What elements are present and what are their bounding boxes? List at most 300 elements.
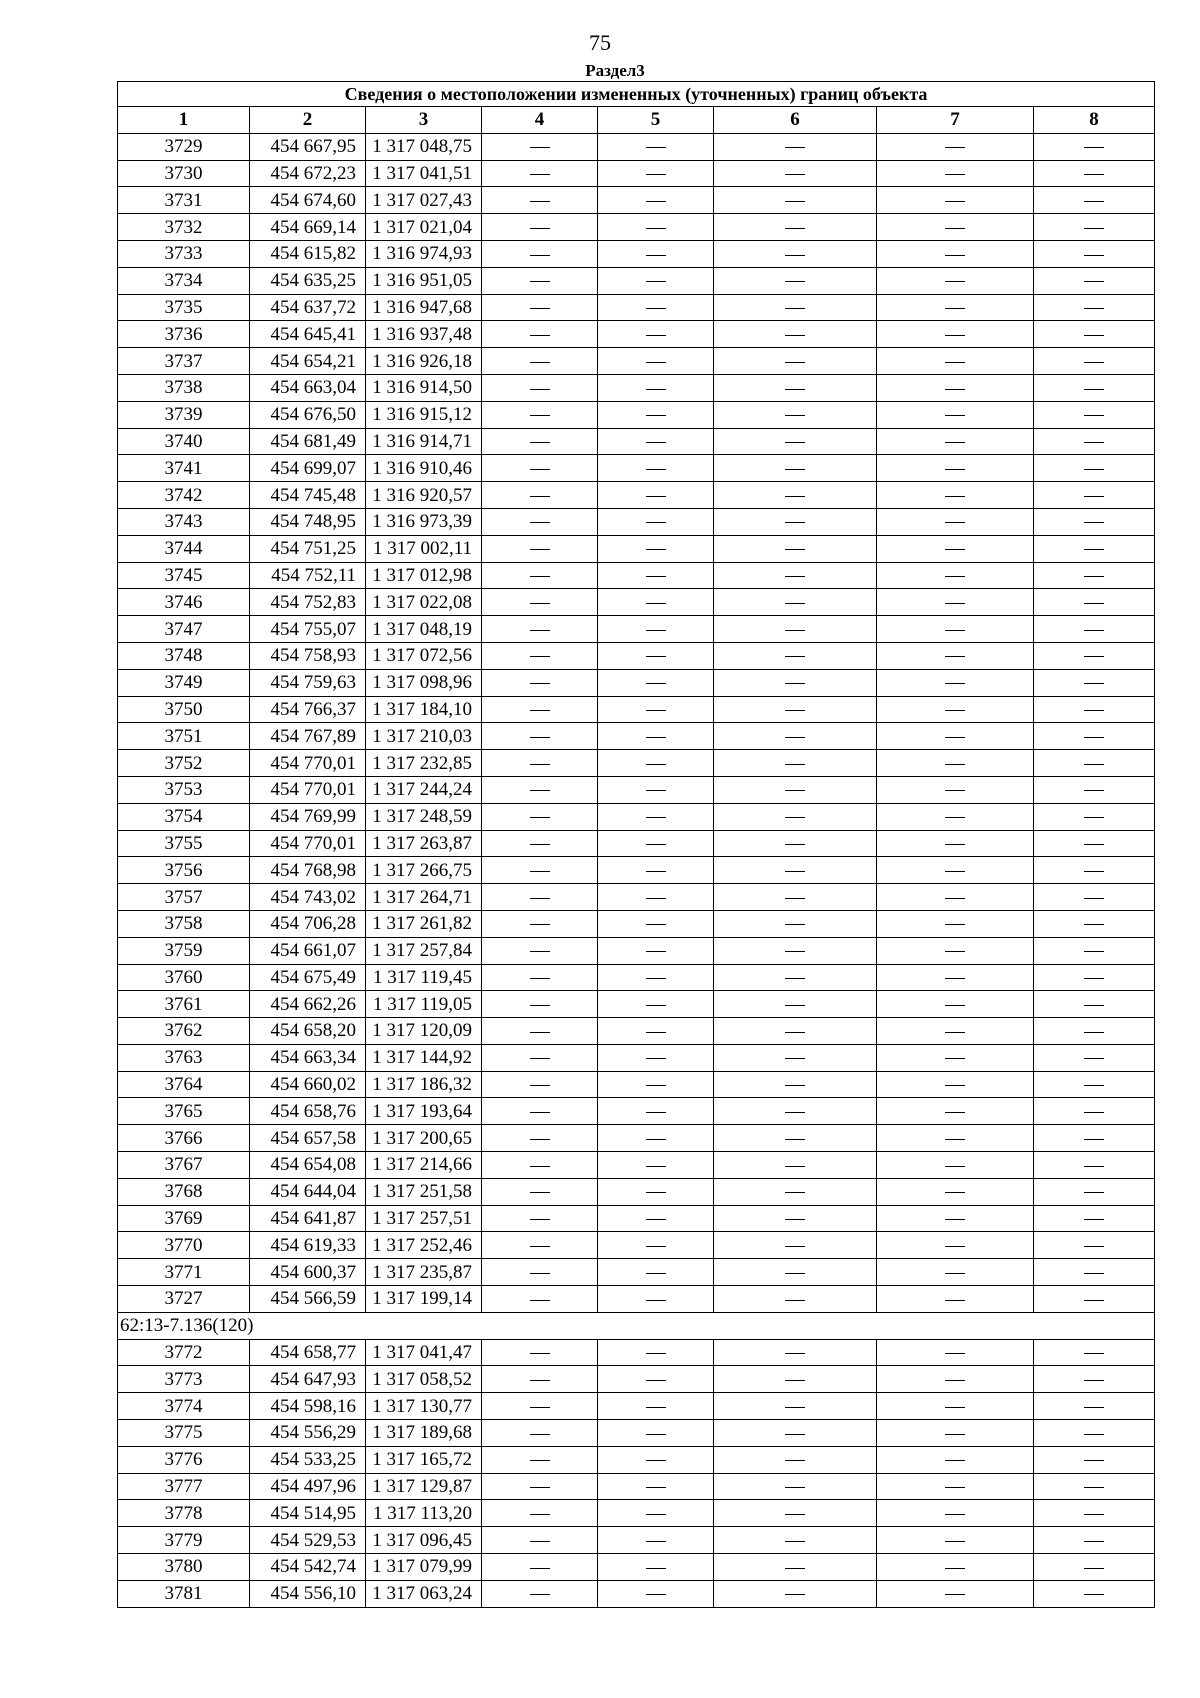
dash-mark: [945, 1273, 965, 1274]
dash-mark: [1084, 898, 1104, 899]
x-coordinate-cell: 454 660,02: [250, 1071, 366, 1098]
empty-value-cell: [482, 455, 598, 482]
empty-value-cell: [877, 669, 1034, 696]
point-number-cell: 3753: [118, 776, 250, 803]
point-number-cell: 3774: [118, 1393, 250, 1420]
empty-value-cell: [1034, 1446, 1155, 1473]
dash-mark: [945, 415, 965, 416]
empty-value-cell: [598, 750, 714, 777]
empty-value-cell: [598, 1125, 714, 1152]
dash-mark: [1084, 362, 1104, 363]
empty-value-cell: [598, 348, 714, 375]
dash-mark: [945, 764, 965, 765]
dash-mark: [646, 549, 666, 550]
empty-value-cell: [877, 964, 1034, 991]
y-coordinate-cell: 1 317 235,87: [366, 1259, 482, 1286]
dash-mark: [945, 1192, 965, 1193]
dash-mark: [530, 951, 550, 952]
dash-mark: [785, 978, 805, 979]
empty-value-cell: [1034, 1473, 1155, 1500]
y-coordinate-cell: 1 317 119,45: [366, 964, 482, 991]
point-number-cell: 3750: [118, 696, 250, 723]
table-row: [118, 1393, 1155, 1420]
empty-value-cell: [482, 240, 598, 267]
dash-mark: [530, 147, 550, 148]
empty-value-cell: [1034, 1125, 1155, 1152]
dash-mark: [530, 1166, 550, 1167]
dash-mark: [530, 710, 550, 711]
empty-value-cell: [598, 1178, 714, 1205]
x-coordinate-cell: 454 699,07: [250, 455, 366, 482]
dash-mark: [530, 522, 550, 523]
dash-mark: [646, 1166, 666, 1167]
empty-value-cell: [482, 696, 598, 723]
empty-value-cell: [1034, 857, 1155, 884]
point-number-cell: 3737: [118, 348, 250, 375]
point-number-cell: 3751: [118, 723, 250, 750]
empty-value-cell: [598, 991, 714, 1018]
x-coordinate-cell: 454 706,28: [250, 910, 366, 937]
empty-value-cell: [877, 401, 1034, 428]
empty-value-cell: [877, 1044, 1034, 1071]
table-row: [118, 1232, 1155, 1259]
dash-mark: [785, 1487, 805, 1488]
empty-value-cell: [1034, 776, 1155, 803]
empty-value-cell: [1034, 830, 1155, 857]
column-header: 5: [598, 107, 714, 134]
dash-mark: [530, 415, 550, 416]
empty-value-cell: [877, 1554, 1034, 1581]
dash-mark: [1084, 469, 1104, 470]
empty-value-cell: [598, 428, 714, 455]
y-coordinate-cell: 1 316 947,68: [366, 294, 482, 321]
dash-mark: [945, 1434, 965, 1435]
table-row: [118, 508, 1155, 535]
empty-value-cell: [714, 669, 877, 696]
dash-mark: [646, 174, 666, 175]
empty-value-cell: [598, 1339, 714, 1366]
dash-mark: [646, 1407, 666, 1408]
empty-value-cell: [482, 160, 598, 187]
empty-value-cell: [1034, 1554, 1155, 1581]
empty-value-cell: [714, 589, 877, 616]
point-number-cell: 3770: [118, 1232, 250, 1259]
dash-mark: [530, 656, 550, 657]
dash-mark: [945, 1300, 965, 1301]
x-coordinate-cell: 454 514,95: [250, 1500, 366, 1527]
point-number-cell: 3744: [118, 535, 250, 562]
x-coordinate-cell: 454 637,72: [250, 294, 366, 321]
point-number-cell: 3767: [118, 1152, 250, 1179]
point-number-cell: 3731: [118, 187, 250, 214]
empty-value-cell: [1034, 214, 1155, 241]
table-row: [118, 1366, 1155, 1393]
empty-value-cell: [1034, 1071, 1155, 1098]
point-number-cell: 3733: [118, 240, 250, 267]
dash-mark: [945, 1568, 965, 1569]
dash-mark: [1084, 656, 1104, 657]
x-coordinate-cell: 454 641,87: [250, 1205, 366, 1232]
dash-mark: [785, 1032, 805, 1033]
empty-value-cell: [877, 1393, 1034, 1420]
empty-value-cell: [1034, 750, 1155, 777]
dash-mark: [646, 1434, 666, 1435]
empty-value-cell: [482, 1071, 598, 1098]
dash-mark: [646, 951, 666, 952]
empty-value-cell: [598, 1527, 714, 1554]
y-coordinate-cell: 1 317 186,32: [366, 1071, 482, 1098]
dash-mark: [945, 951, 965, 952]
table-row: [118, 750, 1155, 777]
empty-value-cell: [714, 1232, 877, 1259]
dash-mark: [785, 389, 805, 390]
empty-value-cell: [482, 267, 598, 294]
dash-mark: [785, 1514, 805, 1515]
dash-mark: [1084, 924, 1104, 925]
dash-mark: [530, 764, 550, 765]
empty-value-cell: [877, 1018, 1034, 1045]
point-number-cell: 3741: [118, 455, 250, 482]
dash-mark: [530, 1353, 550, 1354]
empty-value-cell: [877, 1071, 1034, 1098]
dash-mark: [646, 924, 666, 925]
dash-mark: [1084, 1032, 1104, 1033]
table-row: [118, 910, 1155, 937]
dash-mark: [945, 871, 965, 872]
dash-mark: [1084, 228, 1104, 229]
empty-value-cell: [877, 428, 1034, 455]
empty-value-cell: [482, 1339, 598, 1366]
dash-mark: [1084, 630, 1104, 631]
y-coordinate-cell: 1 317 119,05: [366, 991, 482, 1018]
dash-mark: [530, 1219, 550, 1220]
empty-value-cell: [598, 1446, 714, 1473]
y-coordinate-cell: 1 317 041,47: [366, 1339, 482, 1366]
dash-mark: [785, 1407, 805, 1408]
empty-value-cell: [877, 562, 1034, 589]
empty-value-cell: [598, 508, 714, 535]
y-coordinate-cell: 1 317 165,72: [366, 1446, 482, 1473]
x-coordinate-cell: 454 667,95: [250, 133, 366, 160]
empty-value-cell: [714, 240, 877, 267]
dash-mark: [646, 1032, 666, 1033]
y-coordinate-cell: 1 317 144,92: [366, 1044, 482, 1071]
table-row: [118, 348, 1155, 375]
x-coordinate-cell: 454 542,74: [250, 1554, 366, 1581]
dash-mark: [646, 415, 666, 416]
empty-value-cell: [714, 1125, 877, 1152]
dash-mark: [945, 844, 965, 845]
empty-value-cell: [1034, 1259, 1155, 1286]
dash-mark: [530, 174, 550, 175]
empty-value-cell: [482, 562, 598, 589]
y-coordinate-cell: 1 317 079,99: [366, 1554, 482, 1581]
table-row: [118, 1018, 1155, 1045]
empty-value-cell: [714, 857, 877, 884]
column-header: 6: [714, 107, 877, 134]
empty-value-cell: [1034, 160, 1155, 187]
dash-mark: [1084, 1219, 1104, 1220]
dash-mark: [785, 255, 805, 256]
empty-value-cell: [598, 562, 714, 589]
point-number-cell: 3740: [118, 428, 250, 455]
dash-mark: [945, 469, 965, 470]
dash-mark: [945, 603, 965, 604]
dash-mark: [646, 1594, 666, 1595]
dash-mark: [945, 147, 965, 148]
dash-mark: [1084, 1460, 1104, 1461]
empty-value-cell: [482, 321, 598, 348]
empty-value-cell: [598, 723, 714, 750]
empty-value-cell: [877, 696, 1034, 723]
empty-value-cell: [598, 1152, 714, 1179]
x-coordinate-cell: 454 752,83: [250, 589, 366, 616]
empty-value-cell: [482, 669, 598, 696]
x-coordinate-cell: 454 658,20: [250, 1018, 366, 1045]
dash-mark: [1084, 1166, 1104, 1167]
empty-value-cell: [877, 642, 1034, 669]
dash-mark: [530, 924, 550, 925]
table-row: [118, 240, 1155, 267]
dash-mark: [1084, 281, 1104, 282]
dash-mark: [785, 442, 805, 443]
point-number-cell: 3755: [118, 830, 250, 857]
empty-value-cell: [482, 1178, 598, 1205]
empty-value-cell: [877, 1259, 1034, 1286]
dash-mark: [1084, 1594, 1104, 1595]
empty-value-cell: [714, 1500, 877, 1527]
dash-mark: [785, 335, 805, 336]
empty-value-cell: [598, 160, 714, 187]
dash-mark: [646, 1219, 666, 1220]
point-number-cell: 3778: [118, 1500, 250, 1527]
y-coordinate-cell: 1 317 264,71: [366, 884, 482, 911]
empty-value-cell: [598, 696, 714, 723]
dash-mark: [785, 469, 805, 470]
x-coordinate-cell: 454 662,26: [250, 991, 366, 1018]
x-coordinate-cell: 454 770,01: [250, 750, 366, 777]
dash-mark: [1084, 201, 1104, 202]
empty-value-cell: [1034, 240, 1155, 267]
empty-value-cell: [1034, 267, 1155, 294]
empty-value-cell: [598, 589, 714, 616]
page-number: 75: [589, 30, 611, 55]
dash-mark: [785, 281, 805, 282]
dash-mark: [945, 1353, 965, 1354]
x-coordinate-cell: 454 748,95: [250, 508, 366, 535]
empty-value-cell: [598, 1259, 714, 1286]
point-number-cell: 3759: [118, 937, 250, 964]
empty-value-cell: [1034, 455, 1155, 482]
point-number-cell: 3760: [118, 964, 250, 991]
empty-value-cell: [482, 508, 598, 535]
empty-value-cell: [714, 616, 877, 643]
empty-value-cell: [714, 535, 877, 562]
point-number-cell: 3773: [118, 1366, 250, 1393]
point-number-cell: 3729: [118, 133, 250, 160]
dash-mark: [785, 201, 805, 202]
empty-value-cell: [877, 776, 1034, 803]
dash-mark: [945, 1541, 965, 1542]
y-coordinate-cell: 1 317 027,43: [366, 187, 482, 214]
table-row: [118, 1152, 1155, 1179]
empty-value-cell: [482, 1366, 598, 1393]
empty-value-cell: [714, 1286, 877, 1313]
empty-value-cell: [482, 294, 598, 321]
empty-value-cell: [877, 1205, 1034, 1232]
dash-mark: [945, 549, 965, 550]
empty-value-cell: [598, 1580, 714, 1607]
x-coordinate-cell: 454 556,29: [250, 1420, 366, 1447]
empty-value-cell: [482, 589, 598, 616]
dash-mark: [1084, 1273, 1104, 1274]
point-number-cell: 3766: [118, 1125, 250, 1152]
dash-mark: [1084, 415, 1104, 416]
empty-value-cell: [598, 267, 714, 294]
empty-value-cell: [877, 750, 1034, 777]
dash-mark: [945, 790, 965, 791]
empty-value-cell: [598, 830, 714, 857]
y-coordinate-cell: 1 317 129,87: [366, 1473, 482, 1500]
empty-value-cell: [598, 616, 714, 643]
dash-mark: [646, 1112, 666, 1113]
dash-mark: [530, 1568, 550, 1569]
table-row: [118, 374, 1155, 401]
x-coordinate-cell: 454 658,76: [250, 1098, 366, 1125]
table-row: [118, 1259, 1155, 1286]
dash-mark: [785, 656, 805, 657]
empty-value-cell: [714, 884, 877, 911]
dash-mark: [945, 1166, 965, 1167]
dash-mark: [945, 228, 965, 229]
table-row: [118, 616, 1155, 643]
dash-mark: [1084, 764, 1104, 765]
dash-mark: [945, 683, 965, 684]
y-coordinate-cell: 1 317 189,68: [366, 1420, 482, 1447]
empty-value-cell: [482, 214, 598, 241]
dash-mark: [785, 1192, 805, 1193]
dash-mark: [646, 710, 666, 711]
dash-mark: [945, 1085, 965, 1086]
empty-value-cell: [598, 1420, 714, 1447]
dash-mark: [646, 1192, 666, 1193]
x-coordinate-cell: 454 598,16: [250, 1393, 366, 1420]
empty-value-cell: [482, 857, 598, 884]
dash-mark: [530, 1192, 550, 1193]
table-row: [118, 401, 1155, 428]
dash-mark: [530, 1139, 550, 1140]
table-row: [118, 884, 1155, 911]
empty-value-cell: [598, 1393, 714, 1420]
empty-value-cell: [482, 1205, 598, 1232]
y-coordinate-cell: 1 317 041,51: [366, 160, 482, 187]
empty-value-cell: [482, 776, 598, 803]
dash-mark: [646, 790, 666, 791]
table-row: [118, 1125, 1155, 1152]
table-row: [118, 1500, 1155, 1527]
dash-mark: [1084, 522, 1104, 523]
empty-value-cell: [598, 937, 714, 964]
empty-value-cell: [482, 348, 598, 375]
dash-mark: [1084, 737, 1104, 738]
dash-mark: [646, 1300, 666, 1301]
dash-mark: [945, 255, 965, 256]
empty-value-cell: [877, 589, 1034, 616]
empty-value-cell: [714, 1044, 877, 1071]
table-row: [118, 830, 1155, 857]
empty-value-cell: [482, 750, 598, 777]
dash-mark: [945, 1460, 965, 1461]
x-coordinate-cell: 454 681,49: [250, 428, 366, 455]
dash-mark: [785, 522, 805, 523]
empty-value-cell: [598, 240, 714, 267]
dash-mark: [785, 1594, 805, 1595]
x-coordinate-cell: 454 770,01: [250, 776, 366, 803]
dash-mark: [1084, 255, 1104, 256]
empty-value-cell: [877, 321, 1034, 348]
table-row: [118, 964, 1155, 991]
empty-value-cell: [1034, 696, 1155, 723]
table-row: [118, 991, 1155, 1018]
x-coordinate-cell: 454 657,58: [250, 1125, 366, 1152]
y-coordinate-cell: 1 317 193,64: [366, 1098, 482, 1125]
empty-value-cell: [482, 830, 598, 857]
y-coordinate-cell: 1 317 214,66: [366, 1152, 482, 1179]
point-number-cell: 3763: [118, 1044, 250, 1071]
dash-mark: [646, 1058, 666, 1059]
y-coordinate-cell: 1 316 915,12: [366, 401, 482, 428]
empty-value-cell: [482, 803, 598, 830]
x-coordinate-cell: 454 654,21: [250, 348, 366, 375]
empty-value-cell: [1034, 1205, 1155, 1232]
y-coordinate-cell: 1 316 914,50: [366, 374, 482, 401]
empty-value-cell: [714, 321, 877, 348]
empty-value-cell: [482, 428, 598, 455]
point-number-cell: 3780: [118, 1554, 250, 1581]
point-number-cell: 3752: [118, 750, 250, 777]
dash-mark: [1084, 1085, 1104, 1086]
dash-mark: [945, 1594, 965, 1595]
empty-value-cell: [482, 1152, 598, 1179]
dash-mark: [530, 1112, 550, 1113]
empty-value-cell: [877, 857, 1034, 884]
table-title: Сведения о местоположении измененных (уточненных) границ объекта: [118, 82, 1155, 107]
point-number-cell: 3756: [118, 857, 250, 884]
table-row: [118, 535, 1155, 562]
dash-mark: [530, 362, 550, 363]
column-header: 8: [1034, 107, 1155, 134]
empty-value-cell: [482, 642, 598, 669]
dash-mark: [785, 710, 805, 711]
dash-mark: [785, 898, 805, 899]
dash-mark: [945, 1380, 965, 1381]
empty-value-cell: [877, 803, 1034, 830]
empty-value-cell: [714, 1018, 877, 1045]
table-row: [118, 1044, 1155, 1071]
dash-mark: [945, 281, 965, 282]
empty-value-cell: [714, 1205, 877, 1232]
empty-value-cell: [877, 1232, 1034, 1259]
dash-mark: [530, 1541, 550, 1542]
empty-value-cell: [877, 937, 1034, 964]
dash-mark: [530, 442, 550, 443]
dash-mark: [1084, 844, 1104, 845]
y-coordinate-cell: 1 317 021,04: [366, 214, 482, 241]
column-header: 3: [366, 107, 482, 134]
x-coordinate-cell: 454 669,14: [250, 214, 366, 241]
dash-mark: [945, 308, 965, 309]
empty-value-cell: [714, 133, 877, 160]
